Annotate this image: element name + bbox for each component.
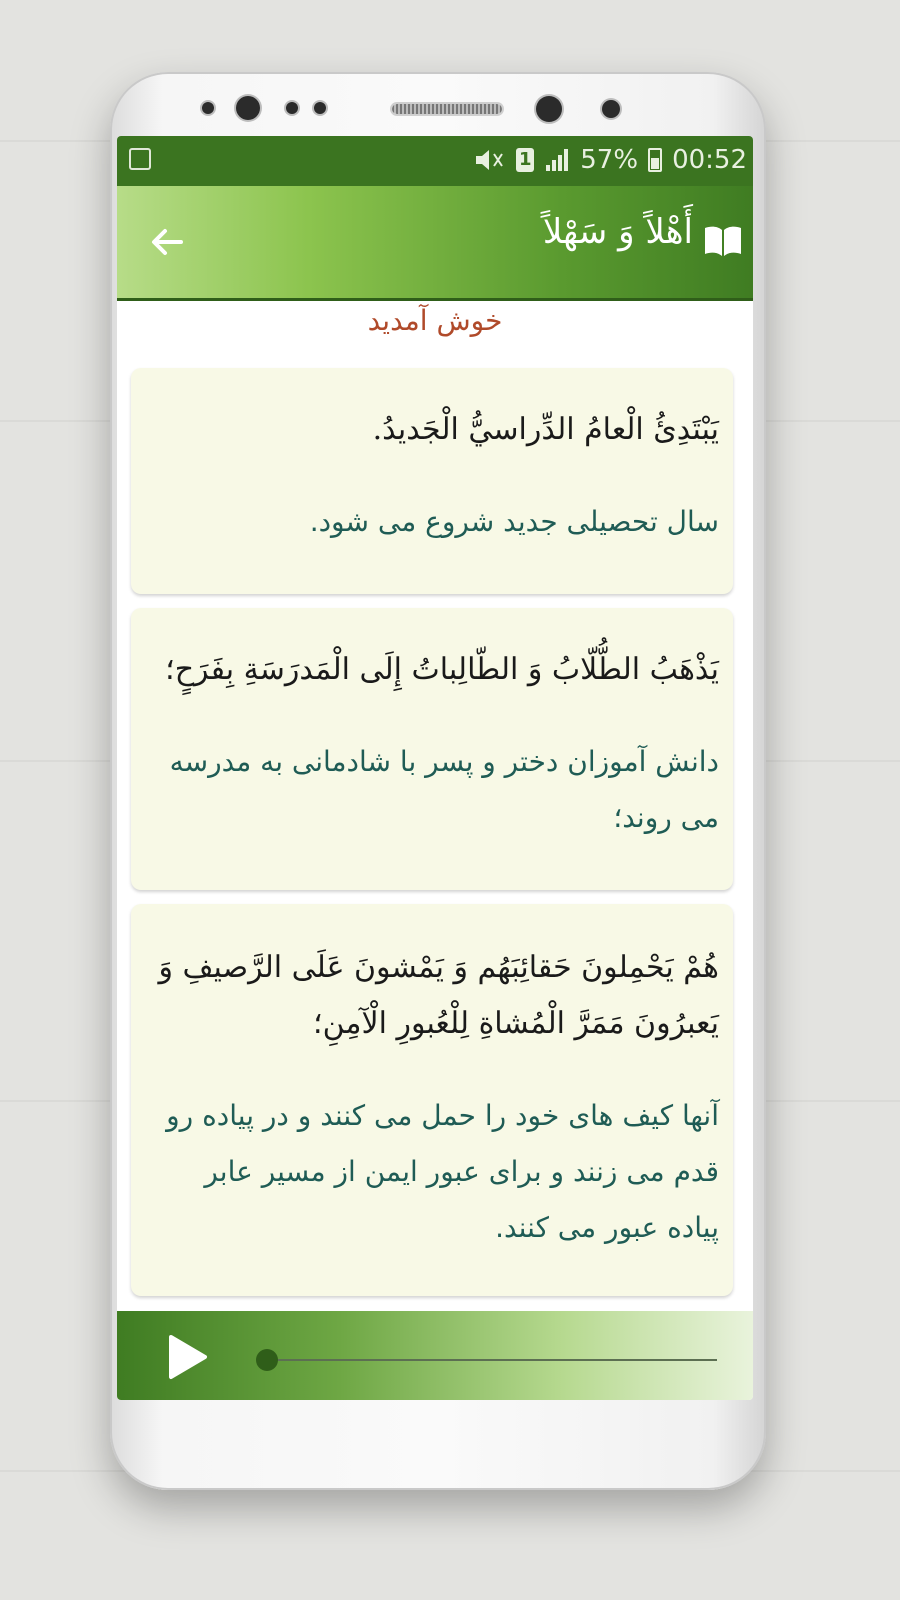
section-subtitle: خوش آمدید (367, 304, 503, 337)
clock: 00:52 (672, 145, 747, 175)
play-icon[interactable] (165, 1333, 209, 1381)
lesson-card (131, 904, 733, 1296)
sensor-dot-icon (202, 102, 214, 114)
audio-player (117, 1311, 753, 1400)
app-toolbar (117, 186, 753, 301)
seek-bar[interactable] (267, 1359, 717, 1361)
signal-icon (544, 147, 570, 173)
book-icon (703, 224, 743, 258)
persian-translation: سال تحصیلی جدید شروع می شود. (309, 505, 719, 538)
arrow-left-icon (147, 222, 187, 262)
lesson-card (131, 608, 733, 890)
arabic-sentence: يَذْهَبُ الطُّلّابُ وَ الطّالِباتُ إِلَى الْمَدرَسَةِ بِفَرَحٍ؛ (165, 652, 719, 687)
arabic-sentence: هُمْ يَحْمِلونَ حَقائِبَهُم وَ يَمْشونَ عَلَى الرَّصيفِ وَ يَعبرُونَ مَمَرَّ الْمُشاةِ لِلْعُبورِ الْآمِنِ؛ (158, 950, 719, 1041)
mute-icon (472, 147, 506, 173)
seek-thumb[interactable] (256, 1349, 278, 1371)
phone-frame (110, 72, 766, 1490)
persian-translation: آنها کیف های خود را حمل می کنند و در پیاده رو قدم می زنند و برای عبور ایمن از مسیر عابر پیاده عبور می کنند. (166, 1099, 719, 1244)
screen (117, 136, 753, 1400)
front-camera-icon (236, 96, 260, 120)
sim-icon: 1 (516, 148, 534, 172)
image-icon (129, 148, 151, 170)
persian-translation: دانش آموزان دختر و پسر با شادمانی به مدرسه می روند؛ (169, 745, 719, 834)
sensor-dot-icon (286, 102, 298, 114)
sensor-dot-icon (314, 102, 326, 114)
back-button[interactable] (147, 222, 187, 262)
sensor-dot-icon (602, 100, 620, 118)
battery-percent: 57% (580, 145, 639, 175)
iris-camera-icon (536, 96, 562, 122)
arabic-sentence: يَبْتَدِئُ الْعامُ الدِّراسيُّ الْجَديدُ. (372, 412, 719, 447)
lesson-card (131, 368, 733, 594)
earpiece-speaker (392, 104, 502, 114)
battery-icon (648, 148, 662, 172)
status-bar (117, 136, 753, 186)
page-title: أَهْلاً وَ سَهْلاً (542, 212, 693, 252)
